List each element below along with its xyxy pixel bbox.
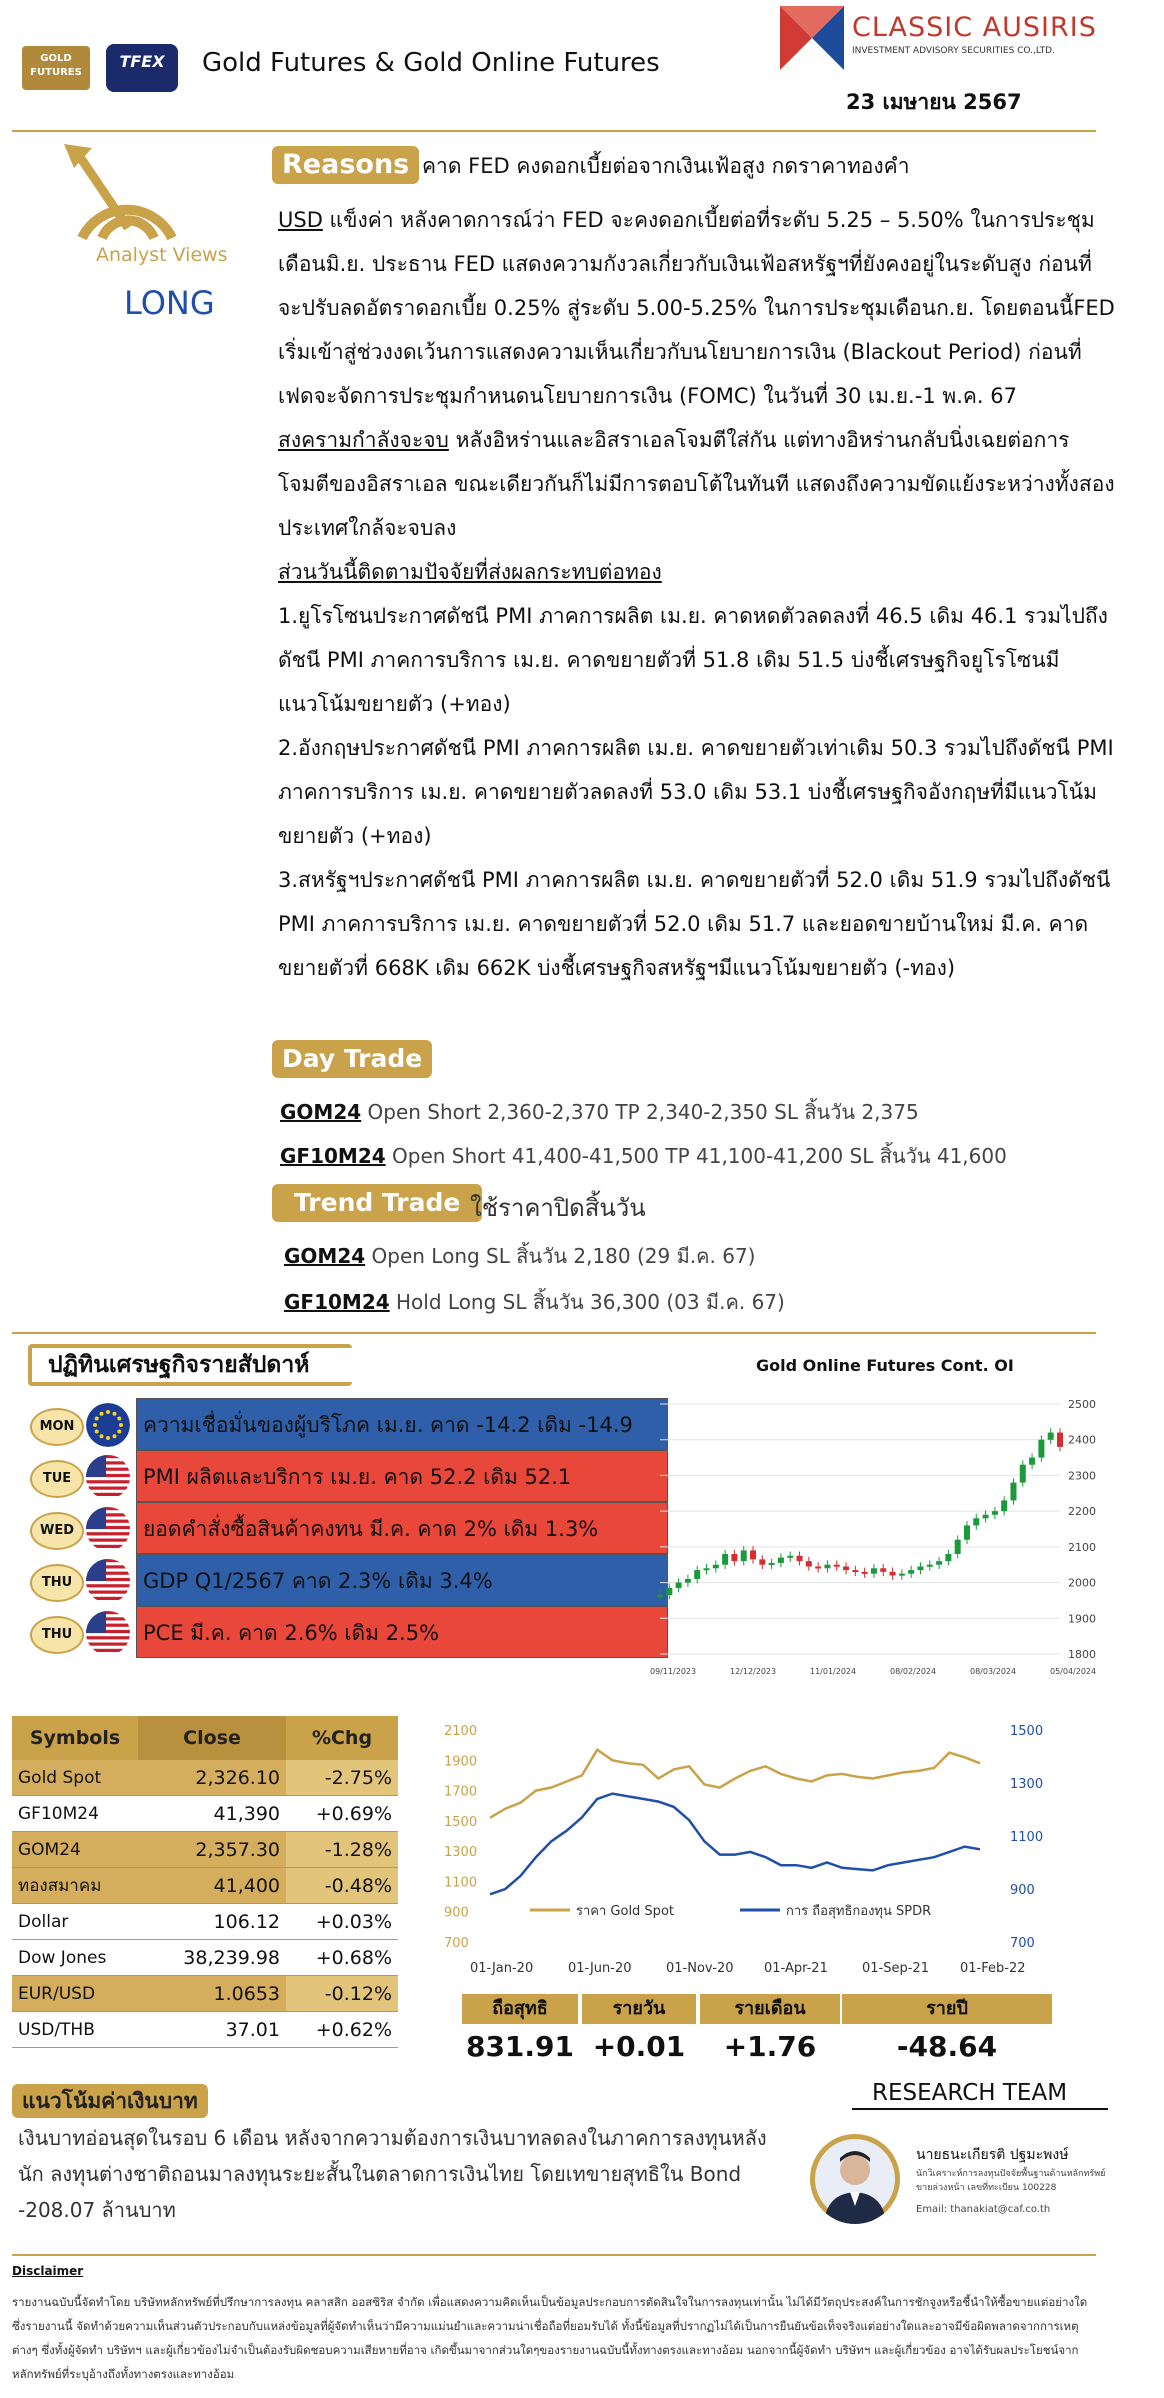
reason-line — [278, 770, 1158, 814]
candle — [880, 1568, 886, 1572]
candle — [983, 1515, 989, 1519]
reason-line — [278, 814, 1158, 858]
x-tick-label: 08/02/2024 — [890, 1667, 937, 1676]
reason-line — [278, 242, 1158, 286]
company-logo-icon — [776, 2, 848, 74]
change-cell: -1.28% — [286, 1832, 398, 1868]
symbol-cell: GOM24 — [12, 1832, 138, 1868]
section-divider — [12, 1332, 1096, 1334]
candle — [945, 1554, 951, 1561]
table-row — [12, 1868, 398, 1904]
table-row — [12, 1796, 398, 1832]
spdr-header: รายปี — [842, 1994, 1052, 2024]
candle — [797, 1556, 803, 1561]
calendar-event: GDP Q1/2567 คาด 2.3% เดิม 3.4% — [136, 1554, 668, 1606]
candle — [992, 1511, 998, 1515]
x-tick-label: 05/04/2024 — [1050, 1667, 1097, 1676]
reason-line — [278, 594, 1158, 638]
candle — [834, 1565, 840, 1567]
avatar — [810, 2134, 900, 2224]
calendar-day: THU — [30, 1616, 84, 1654]
symbol-cell: Gold Spot — [12, 1760, 138, 1796]
us-flag-icon — [86, 1559, 130, 1603]
y-tick-label: 2300 — [1068, 1469, 1096, 1483]
y-tick-label: 2000 — [1068, 1576, 1096, 1590]
calendar-day: MON — [30, 1408, 84, 1446]
y-left-tick-label: 700 — [444, 1936, 469, 1951]
candle — [843, 1567, 849, 1571]
close-cell: 106.12 — [138, 1904, 286, 1940]
change-cell: +0.69% — [286, 1796, 398, 1832]
reason-text: เริ่มเข้าสู่ช่วงงดเว้นการแสดงความเห็นเกี่ยวกับนโยบายการเงิน (Blackout Period) ก่อนที่ — [278, 340, 1082, 364]
person-icon — [810, 2134, 900, 2224]
candle — [871, 1568, 877, 1573]
reason-line — [278, 638, 1158, 682]
reason-text: 3.สหรัฐฯประกาศดัชนี PMI ภาคการผลิต เม.ย. คาดขยายตัวที่ 52.0 เดิม 51.9 รวมไปถึงดัชนี — [278, 868, 1111, 892]
reason-text: ขยายตัว (+ทอง) — [278, 824, 432, 848]
spdr-header: รายเดือน — [700, 1994, 840, 2024]
legend-label: การ ถือสุทธิกองทุน SPDR — [786, 1904, 932, 1919]
report-date: 23 เมษายน 2567 — [846, 90, 1022, 114]
calendar-row — [30, 1450, 670, 1502]
candle — [899, 1574, 905, 1576]
oi-chart — [640, 1384, 1110, 1694]
reason-text: เฟดจะจัดการประชุมกำหนดนโยบายการเงิน (FOMC) ในวันที่ 30 เม.ย.-1 พ.ค. 67 — [278, 384, 1017, 408]
candle — [964, 1525, 970, 1539]
close-cell: 41,400 — [138, 1868, 286, 1904]
table-row — [12, 1832, 398, 1868]
y-left-tick-label: 1700 — [444, 1784, 478, 1800]
calendar-event: ยอดคำสั่งซื้อสินค้าคงทน มี.ค. คาด 2% เดิม 1.3% — [136, 1502, 668, 1554]
change-cell: +0.03% — [286, 1904, 398, 1940]
candle — [685, 1579, 691, 1583]
us-flag-icon — [86, 1455, 130, 1499]
table-row — [12, 1904, 398, 1940]
reason-line — [278, 374, 1158, 418]
baht-tag: แนวโน้มค่าเงินบาท — [12, 2084, 208, 2118]
page-title: Gold Futures & Gold Online Futures — [202, 48, 660, 78]
trend-trade-item: GF10M24 Hold Long SL สิ้นวัน 36,300 (03 มี.ค. 67) — [284, 1290, 785, 1314]
logo-gold-futures: GOLD FUTURES — [22, 46, 90, 90]
gold-spdr-chart — [440, 1712, 1080, 1982]
candle — [694, 1570, 700, 1579]
disclaimer-title: Disclaimer — [12, 2264, 84, 2278]
reasons-headline: คาด FED คงดอกเบี้ยต่อจากเงินเฟ้อสูง กดราคาทองคำ — [422, 154, 910, 178]
close-cell: 1.0653 — [138, 1976, 286, 2012]
reason-line — [278, 506, 1158, 550]
candle — [750, 1550, 756, 1559]
analyst-views-label: Analyst Views — [96, 244, 228, 266]
calendar-event: ความเชื่อมั่นของผู้บริโภค เม.ย. คาด -14.2 เดิม -14.9 — [136, 1398, 668, 1450]
y-left-tick-label: 1300 — [444, 1845, 478, 1861]
reason-text: 2.อังกฤษประกาศดัชนี PMI ภาคการผลิต เม.ย. คาดขยายตัวเท่าเดิม 50.3 รวมไปถึงดัชนี PMI — [278, 736, 1114, 760]
chg-header: %Chg — [286, 1716, 398, 1760]
analyst-view-value: LONG — [124, 284, 215, 322]
logo-tfex: TFEX — [106, 44, 178, 92]
reason-line — [278, 946, 1158, 990]
candle — [824, 1565, 830, 1569]
calendar-row — [30, 1554, 670, 1606]
reason-line — [278, 902, 1158, 946]
y-tick-label: 1800 — [1068, 1648, 1096, 1661]
calendar-day: TUE — [30, 1460, 84, 1498]
oi-chart-title: Gold Online Futures Cont. OI — [756, 1356, 1014, 1375]
y-right-tick-label: 1300 — [1010, 1777, 1044, 1792]
table-row — [12, 1976, 398, 2012]
day-trade-tag: Day Trade — [272, 1040, 432, 1078]
close-cell: 41,390 — [138, 1796, 286, 1832]
x-tick-label: 01-Jun-20 — [568, 1961, 632, 1976]
spdr-value: +0.01 — [592, 2030, 686, 2063]
reason-line — [278, 198, 1158, 242]
reasons-body — [278, 198, 1158, 990]
x-tick-label: 09/11/2023 — [650, 1667, 697, 1676]
reason-text: ภาคการบริการ เม.ย. คาดขยายตัวลดลงที่ 53.0 เดิม 53.1 บ่งชี้เศรษฐกิจอังกฤษที่มีแนวโน้ม — [278, 780, 1097, 804]
us-flag-icon — [86, 1611, 130, 1655]
legend-label: ราคา Gold Spot — [576, 1904, 674, 1919]
candle — [666, 1588, 672, 1595]
candle — [741, 1550, 747, 1561]
candle — [722, 1554, 728, 1565]
candle — [1048, 1433, 1054, 1440]
table-row — [12, 1940, 398, 1976]
reason-line — [278, 286, 1158, 330]
change-cell: +0.62% — [286, 2012, 398, 2048]
reason-line — [278, 726, 1158, 770]
candle — [815, 1567, 821, 1569]
baht-text: เงินบาทอ่อนสุดในรอบ 6 เดือน หลังจากความต้องการเงินบาทลดลงในภาคการลงทุนหลังนัก ลงทุนต่างชาติถอนมาลงทุนระยะสั้นในตลาดการเงินไทย โดยเทขายสุทธิใน Bond -208.07 ล้านบาท — [18, 2126, 767, 2222]
change-cell: -0.48% — [286, 1868, 398, 1904]
reason-line — [278, 858, 1158, 902]
candle — [917, 1567, 923, 1571]
spdr-value: 831.91 — [465, 2030, 575, 2063]
candle — [787, 1556, 793, 1558]
eu-flag-icon — [86, 1403, 130, 1447]
candle — [1001, 1500, 1007, 1511]
candle — [852, 1570, 858, 1572]
analyst-email: Email: thanakiat@caf.co.th — [916, 2204, 1051, 2215]
reason-line — [278, 550, 1158, 594]
day-trade-item: GOM24 Open Short 2,360-2,370 TP 2,340-2,350 SL สิ้นวัน 2,375 — [280, 1100, 919, 1124]
calendar-event: PMI ผลิตและบริการ เม.ย. คาด 52.2 เดิม 52.1 — [136, 1450, 668, 1502]
research-team-title: RESEARCH TEAM — [852, 2080, 1108, 2110]
reason-text: หลังอิหร่านและอิสราเอลโจมตีใส่กัน แต่ทางอิหร่านกลับนิ่งเฉยต่อการ — [448, 428, 1070, 452]
close-cell: 2,326.10 — [138, 1760, 286, 1796]
company-name: CLASSIC AUSIRIS — [852, 12, 1097, 43]
change-cell: -0.12% — [286, 1976, 398, 2012]
reason-line — [278, 682, 1158, 726]
y-tick-label: 2100 — [1068, 1540, 1096, 1554]
symbols-table — [12, 1716, 398, 2048]
candle — [890, 1572, 896, 1576]
candle — [1038, 1440, 1044, 1458]
change-cell: -2.75% — [286, 1760, 398, 1796]
reason-text: โจมตีของอิสราเอล ขณะเดียวกันก็ไม่มีการตอบโต้ในทันที แสดงถึงความขัดแย้งระหว่างทั้งสอง — [278, 472, 1115, 496]
reason-keyword: USD — [278, 208, 323, 232]
reason-text: ประเทศใกล้จะจบลง — [278, 516, 457, 540]
reason-text: แนวโน้มขยายตัว (+ทอง) — [278, 692, 511, 716]
y-right-tick-label: 1100 — [1010, 1830, 1044, 1845]
reason-line — [278, 462, 1158, 506]
analyst-title: นักวิเคราะห์การลงทุนปัจจัยพื้นฐานด้านหลักทรัพย์ — [916, 2169, 1106, 2179]
reasons-tag: Reasons — [272, 146, 419, 184]
calendar-title — [28, 1344, 352, 1386]
candle — [806, 1561, 812, 1566]
candle — [908, 1570, 914, 1574]
analyst-license: ขายล่วงหน้า เลขที่ทะเบียน 100228 — [916, 2183, 1057, 2193]
x-tick-label: 12/12/2023 — [730, 1667, 777, 1676]
x-tick-label: 01-Sep-21 — [862, 1961, 929, 1976]
candle — [1010, 1483, 1016, 1501]
reason-line — [278, 330, 1158, 374]
candle — [731, 1554, 737, 1561]
y-right-tick-label: 700 — [1010, 1936, 1035, 1951]
candle — [676, 1583, 682, 1588]
calendar-day: THU — [30, 1564, 84, 1602]
header-divider — [12, 130, 1096, 132]
reason-text: จะปรับลดอัตราดอกเบี้ย 0.25% สู่ระดับ 5.00-5.25% ในการประชุมเดือนก.ย. โดยตอนนี้FED — [278, 296, 1115, 320]
symbols-header: Symbols — [12, 1716, 138, 1760]
y-tick-label: 1900 — [1068, 1612, 1096, 1626]
symbol-cell: USD/THB — [12, 2012, 138, 2048]
calendar-row — [30, 1502, 670, 1554]
x-tick-label: 01-Apr-21 — [764, 1961, 828, 1976]
day-trade-item: GF10M24 Open Short 41,400-41,500 TP 41,100-41,200 SL สิ้นวัน 41,600 — [280, 1144, 1007, 1168]
candle — [759, 1559, 765, 1564]
reason-text: PMI ภาคการบริการ เม.ย. คาดขยายตัวที่ 52.0 เดิม 51.7 และยอดขายบ้านใหม่ มี.ค. คาด — [278, 912, 1089, 936]
analyst-name: นายธนะเกียรติ ปฐมะพงษ์ — [916, 2147, 1069, 2163]
series-line — [490, 1750, 980, 1818]
close-cell: 37.01 — [138, 2012, 286, 2048]
reason-text: ขยายตัวที่ 668K เดิม 662K บ่งชี้เศรษฐกิจสหรัฐฯมีแนวโน้มขยายตัว (-ทอง) — [278, 956, 956, 980]
reason-text: ดัชนี PMI ภาคการบริการ เม.ย. คาดขยายตัวที่ 51.8 เดิม 51.5 บ่งชี้เศรษฐกิจยูโรโซนมี — [278, 648, 1060, 672]
symbol-cell: Dow Jones — [12, 1940, 138, 1976]
candle — [1029, 1458, 1035, 1465]
spdr-header: รายวัน — [582, 1994, 696, 2024]
disclaimer-text: รายงานฉบับนี้จัดทำโดย บริษัทหลักทรัพย์ที่ปรึกษาการลงทุน คลาสสิก ออสซิริส จำกัด เพื่อแสดงความคิดเห็นเป็นข้อมูลประกอบการตัดสินใจในการลงทุนเท่านั้น ไม่ได้มีวัตถุประสงค์ในการชักจูงหรือชี้นำให้ซื้อขายแต่อย่างใด ซึ่งรายงานนี้ จัดทำด้วยความเห็นส่วนตัวประกอบกับแหล่งข้อมูลที่ผู้จัดทำเห็นว่ามีความแม่นยำและความน่าเชื่อถือที่ยอมรับได้ ทั้งนี้ข้อมูลที่ปรากฏไม่ได้เป็นการยืนยันข้อเท็จจริงแต่อย่างใดและอาจมีข้อผิดพลาดจากการเหตุต่างๆ ซึ่งทั้งผู้จัดทำ บริษัทฯ และผู้เกี่ยวข้องไม่จำเป็นต้องรับผิดชอบความเสียหายที่อาจ เกิดขึ้นมาจากส่วนใดๆของรายงานฉบับนี้ทั้งทางตรงและทางอ้อม นอกจากนี้ผู้จัดทำ บริษัทฯ และผู้เกี่ยวข้อง อาจได้รับผลประโยชน์จากหลักทรัพย์ที่ระบุอ้างถึงทั้งทางตรงและทางอ้อม — [12, 2295, 1088, 2381]
us-flag-icon — [86, 1507, 130, 1551]
reason-keyword: สงครามกำลังจะจบ — [278, 428, 449, 452]
x-tick-label: 01-Feb-22 — [960, 1961, 1026, 1976]
close-cell: 38,239.98 — [138, 1940, 286, 1976]
reason-text: 1.ยูโรโซนประกาศดัชนี PMI ภาคการผลิต เม.ย. คาดหดตัวลดลงที่ 46.5 เดิม 46.1 รวมไปถึง — [278, 604, 1108, 628]
table-row — [12, 2012, 398, 2048]
x-tick-label: 01-Nov-20 — [666, 1961, 734, 1976]
trend-trade-note: ใช้ราคาปิดสิ้นวัน — [470, 1194, 646, 1222]
y-left-tick-label: 1100 — [444, 1875, 478, 1891]
symbol-cell: GF10M24 — [12, 1796, 138, 1832]
candle — [955, 1540, 961, 1554]
calendar-row — [30, 1398, 670, 1450]
symbol-cell: EUR/USD — [12, 1976, 138, 2012]
reason-text: เดือนมิ.ย. ประธาน FED แสดงความกังวลเกี่ยวกับเงินเฟ้อสหรัฐฯที่ยังคงอยู่ในระดับสูง ก่อนที่ — [278, 252, 1092, 276]
candle — [704, 1568, 710, 1570]
candle — [1057, 1433, 1063, 1447]
y-right-tick-label: 900 — [1010, 1883, 1035, 1898]
y-left-tick-label: 2100 — [444, 1724, 478, 1739]
candle — [973, 1518, 979, 1525]
calendar-day: WED — [30, 1512, 84, 1550]
x-tick-label: 11/01/2024 — [810, 1667, 857, 1676]
candle — [862, 1572, 868, 1574]
close-cell: 2,357.30 — [138, 1832, 286, 1868]
calendar-row — [30, 1606, 670, 1658]
y-right-tick-label: 1500 — [1010, 1724, 1044, 1739]
reason-line — [278, 418, 1158, 462]
calendar-title-text: ปฏิทินเศรษฐกิจรายสัปดาห์ — [32, 1348, 352, 1382]
y-left-tick-label: 1900 — [444, 1754, 478, 1770]
candle — [927, 1565, 933, 1567]
candle — [713, 1565, 719, 1569]
reason-keyword: ส่วนวันนี้ติดตามปัจจัยที่ส่งผลกระทบต่อทอง — [278, 560, 662, 584]
target-dart-icon — [62, 138, 192, 250]
calendar-event: PCE มี.ค. คาด 2.6% เดิม 2.5% — [136, 1606, 668, 1658]
x-tick-label: 08/03/2024 — [970, 1667, 1017, 1676]
candle — [936, 1561, 942, 1565]
company-subtitle: INVESTMENT ADVISORY SECURITIES CO.,LTD. — [852, 46, 1055, 56]
y-tick-label: 2400 — [1068, 1433, 1096, 1447]
close-header: Close — [138, 1716, 286, 1760]
candle — [1020, 1465, 1026, 1483]
symbol-cell: ทองสมาคม — [12, 1868, 138, 1904]
y-left-tick-label: 900 — [444, 1905, 469, 1921]
table-row — [12, 1760, 398, 1796]
spdr-value: -48.64 — [896, 2030, 998, 2063]
y-left-tick-label: 1500 — [444, 1814, 478, 1830]
y-tick-label: 2500 — [1068, 1398, 1096, 1411]
candle — [778, 1558, 784, 1563]
series-line — [490, 1794, 980, 1895]
spdr-value: +1.76 — [723, 2030, 817, 2063]
trend-trade-item: GOM24 Open Long SL สิ้นวัน 2,180 (29 มี.ค. 67) — [284, 1244, 756, 1268]
reason-text: แข็งค่า หลังคาดการณ์ว่า FED จะคงดอกเบี้ยต่อที่ระดับ 5.25 – 5.50% ในการประชุม — [322, 208, 1095, 232]
spdr-header: ถือสุทธิ — [462, 1994, 578, 2024]
candle — [769, 1563, 775, 1565]
footer-divider — [12, 2254, 1096, 2256]
y-tick-label: 2200 — [1068, 1505, 1096, 1519]
trend-trade-tag: Trend Trade — [272, 1184, 482, 1222]
candle — [657, 1595, 663, 1597]
x-tick-label: 01-Jan-20 — [470, 1961, 534, 1976]
symbol-cell: Dollar — [12, 1904, 138, 1940]
change-cell: +0.68% — [286, 1940, 398, 1976]
